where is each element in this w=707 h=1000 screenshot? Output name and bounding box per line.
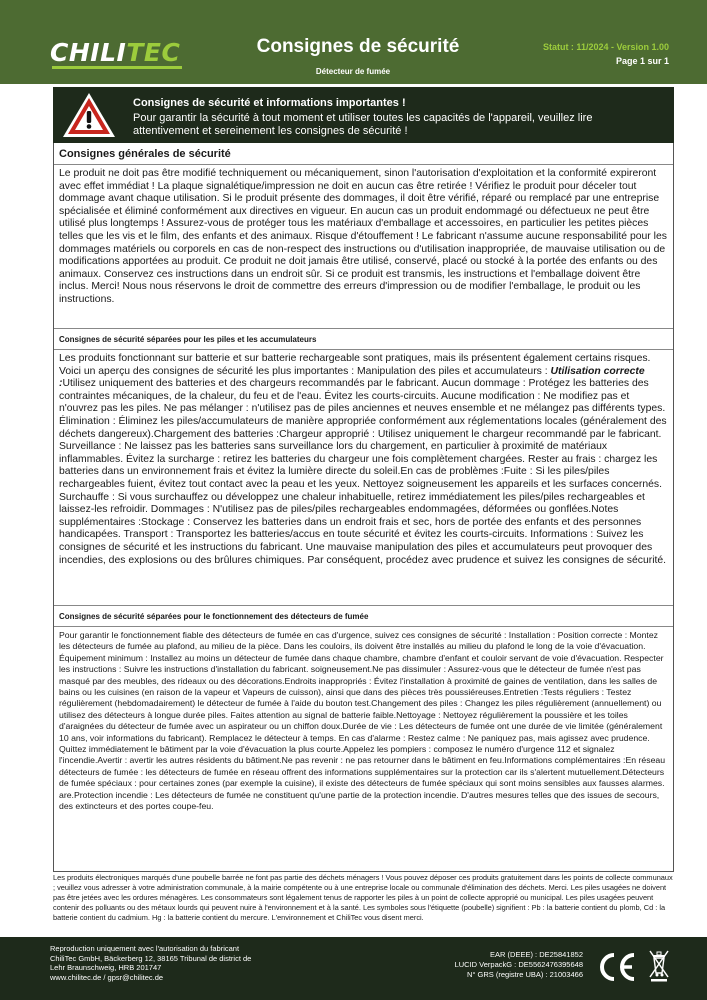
footer-registrations: [455, 950, 583, 980]
footer-left-line: Lehr Braunschweig, HRB 201747: [50, 963, 162, 972]
page-title: Consignes de sécurité: [256, 36, 460, 57]
logo-text-tec: TEC: [126, 37, 181, 67]
disposal-note: Les produits électroniques marqués d'une poubelle barrée ne font pas partie des déchets ménagers ! Vous pouvez déposer ces produits gratuitement dans les points de collecte communaux ; veuillez vous adresser à votre administration communale, à la mairie compétente ou à une entreprise locale ou communale d'élimination des déchets. Merci. Les piles usagées ne doivent pas être jetées avec les ordures ménagères. Les consommateurs sont légalement tenus de rapporter les piles à un point de collecte approprié ou municipal. Les piles usagées peuvent contenir des polluants ou des métaux lourds qui peuvent nuire à l'environnement et à la santé. Les symboles sous l'étiquette (poubelle) signifient : Pb : la batterie contient du plomb, Cd : la batterie contient du cadmium. Hg : la batterie contient du mercure. L'environnement et ChiliTec vous disent merci.: [53, 873, 673, 922]
section-batteries-heading: Consignes de sécurité séparées pour les piles et les accumulateurs: [54, 328, 673, 350]
warning-text: Pour garantir la sécurité à tout moment et utiliser toutes les capacités de l'appareil, veuillez lire attentivement et sereinement les consignes de sécurité !: [133, 112, 593, 137]
batteries-text: Utilisez uniquement des batteries et des chargeurs recommandés par le fabricant. Aucun dommage : Protégez les batteries des contraintes mécaniques, de la chaleur, du feu et de l'eau. Évitez les courts-circuits. Aucune modification : Ne modifiez pas et n'ouvrez pas les piles. Ne pas mélanger : n'utilisez pas de piles anciennes et neuves ensemble et ne mélangez pas différents types. Élimination : Éliminez les piles/accumulateurs de manière appropriée conformément aux réglementations locales (généralement des déchets dangereux).Chargement des batteries :Chargeur approprié : Utilisez uniquement le chargeur recommandé par le fabricant. Surveillance : Ne laissez pas les batteries sans surveillance lors du chargement, en particulier à proximité de matériaux inflammables. Évitez la surcharge : retirez les batteries du chargeur une fois complètement chargées. Rester au frais : chargez les batteries dans un environnement frais et évitez la lumière directe du soleil.En cas de problèmes :Fuite : Si les piles/piles rechargeables fuient, évitez tout contact avec la peau et les yeux. Nettoyez soigneusement les appareils et les surfaces concernés. Surchauffe : Si vous surchauffez ou développez une chaleur inhabituelle, retirez immédiatement les piles/piles rechargeables et laissez-les refroidir. Dommages : N'utilisez pas de piles/piles rechargeables endommagées, déformées ou gonflées.Notes supplémentaires :Stockage : Conservez les batteries dans un endroit frais et sec, hors de portée des enfants et des personnes handicapées. Transport : Transportez les batteries/accus en toute sécurité et évitez les courts-circuits. Informations : Suivez les consignes de sécurité et les instructions du fabricant. Une mauvaise manipulation des piles et accumulateurs peut provoquer des incendies, des explosions ou des brûlures chimiques. Par conséquent, procédez avec prudence et suivez les consignes de sécurité.: [59, 378, 667, 566]
footer-left-line: ChiliTec GmbH, Bäckerberg 12, 38165 Tribunal de district de: [50, 953, 252, 963]
warning-triangle-icon: [61, 90, 117, 140]
batteries-intro: Les produits fonctionnant sur batterie et sur batterie rechargeable sont pratiques, mais ils présentent également certains risques. Voici un aperçu des consignes de sécurité les plus importantes : Manipulation des piles et accumulateurs :: [59, 353, 651, 377]
footer-company-info: [50, 944, 300, 982]
batteries-emphasis: Utilisation correcte :: [59, 365, 645, 390]
section-detectors-body: Pour garantir le fonctionnement fiable des détecteurs de fumée en cas d'urgence, suivez ces consignes de sécurité : Installation : Position correcte : Montez les détecteurs de fumée au plafond, au milieu de la pièce. Dans les couloirs, ils doivent être installés au milieu du plafond le long de la voie d'évacuation. Équipement minimum : Installez au moins un détecteur de fumée dans chaque chambre, chambre d'enfant et couloir servant de voie d'évacuation. Respecter les instructions : Suivre les instructions d'installation du fabricant. soigneusement.Ne pas dissimuler : Assurez-vous que le détecteur de fumée n'est pas masqué par des meubles, des rideaux ou des décorations.Endroits inappropriés : Évitez l'installation à proximité de gaines de ventilation, dans les salles de bains ou les cuisines (en raison de la vapeur et Vapeurs de cuisson), ainsi que dans des pièces très poussiéreuses.Entretien :Tests réguliers : Testez régulièrement (hebdomadairement) le détecteur de fumée à l'aide du bouton test.Changement des piles : Changez les piles régulièrement (annuellement) ou utilisez des détecteurs à longue durée piles. Faites attention au signal de batterie faible.Nettoyage : Nettoyez régulièrement la poussière et les toiles d'araignées du détecteur de fumée avec un aspirateur ou un chiffon doux.Durée de vie : Les détecteurs de fumée ont une durée de vie limitée (généralement 10 ans, voir informations du fabricant). Remplacez le détecteur à temps. En cas d'alarme : Restez calme : Ne paniquez pas, mais agissez avec prudence. Quittez immédiatement le bâtiment par la voie d'évacuation la plus courte.Appelez les pompiers : composez le numéro d'urgence 112 et signalez l'incendie.Avertir : avertir les autres résidents du bâtiment.Ne pas revenir : ne pas retourner dans le bâtiment en feu.Informations complémentaires :En réseau détecteurs de fumée : les détecteurs de fumée en réseau offrent des informations supplémentaires sur la protection car ils s'alertent mutuellement.Détecteurs de fumée spéciaux : pour certaines zones (par exemple la cuisine), il existe des détecteurs de fumée spéciaux qui sont moins sensibles aux fausses alarmes. are.Protection incendie : Les détecteurs de fumée ne constituent qu'une partie de la protection incendie. D'autres mesures telles que des issues de secours, des extincteurs et des portes coupe-feu.: [59, 630, 666, 812]
footer-right-line: LUCID VerpackG : DE5562476395648: [454, 960, 583, 969]
section-general-heading: Consignes générales de sécurité: [54, 143, 673, 165]
section-batteries-body: [59, 353, 669, 567]
page-subtitle: Détecteur de fumée: [315, 67, 391, 76]
footer-right-line: N° GRS (registre UBA) : 21003466: [467, 970, 583, 979]
content-frame: [53, 143, 674, 872]
logo-text-chili: CHILI: [50, 37, 127, 67]
ce-mark-icon: [597, 949, 637, 985]
footer-left-line: www.chilitec.de / gpsr@chilitec.de: [50, 972, 164, 982]
chilitec-logo: [50, 36, 180, 68]
crossed-bin-icon: [648, 949, 670, 983]
warning-banner: [53, 87, 674, 143]
warning-title: Consignes de sécurité et informations importantes !: [133, 97, 406, 109]
footer-left-line: Reproduction uniquement avec l'autorisation du fabricant: [50, 944, 240, 953]
page-number: Page 1 sur 1: [615, 56, 669, 66]
logo-underline: [52, 66, 182, 69]
section-general-body: Le produit ne doit pas être modifié techniquement ou mécaniquement, sinon l'autorisation d'exploitation et la conformité expireront avec effet immédiat ! La plaque signalétique/impression ne doit en aucun cas être retirée ! Vérifiez le produit pour déceler tout dommage avant chaque utilisation. Si le produit présente des dommages, il doit être vérifié, réparé ou remplacé par une entreprise spécialisée et éliminé conformément aux directives en vigueur. En aucun cas un produit endommagé ou défectueux ne peut être utilisé plus longtemps ! Assurez-vous de protéger tous les matériaux d'emballage et accessoires, en particulier les petites pièces telles que les vis et le film, des enfants et des animaux. Risque d'étouffement ! Le fabricant n'assume aucune responsabilité pour les dommages matériels ou corporels en cas de non-respect des instructions ou d'utilisation inappropriée, de mauvaise utilisation ou de modifications apportées au produit. Ce produit ne doit jamais être utilisé, conservé, placé ou stocké à la portée des enfants ou des animaux. Conservez ces instructions dans un endroit sûr. Si ce produit est transmis, les instructions et l'emballage doivent être inclus. Merci! Nous nous réservons le droit de commettre des erreurs d'impression ou de modifier l'emballage, le produit ou les instructions.: [59, 168, 667, 305]
footer-right-line: EAR (DEEE) : DE25841852: [490, 950, 583, 959]
section-detectors-heading: Consignes de sécurité séparées pour le fonctionnement des détecteurs de fumée: [54, 605, 673, 627]
document-status: Statut : 11/2024 - Version 1.00: [542, 42, 669, 52]
header-bar: [0, 0, 707, 84]
footer-bar: [0, 937, 707, 1000]
